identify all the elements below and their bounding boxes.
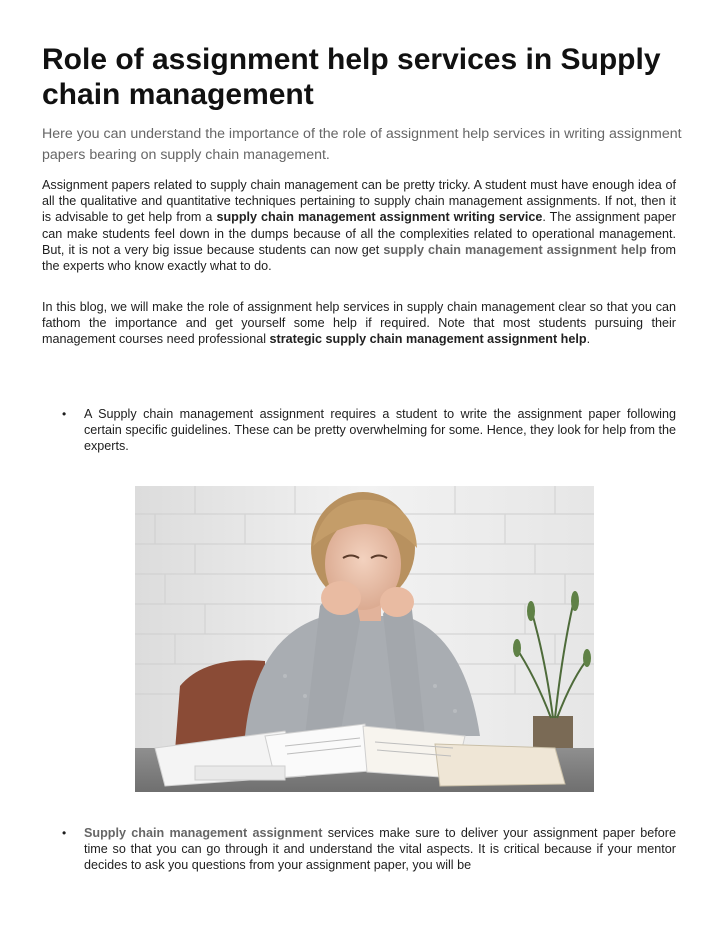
- page-title: Role of assignment help services in Supply chain management: [42, 43, 661, 111]
- bullet-1-text: A Supply chain management assignment requires a student to write the assignment paper following certain specific guidelines. These can be pretty overwhelming for some. Hence, they look for help from the experts.: [84, 407, 676, 454]
- bullet-marker: •: [62, 826, 67, 840]
- subtitle: Here you can understand the importance of the role of assignment help services in writing assignment papers bearing on supply chain management.: [42, 126, 682, 163]
- paragraph-1-text-a: Assignment papers related to supply chain management can be pretty tricky. A student must have enough idea of all the qualitative and quantitative techniques pertaining to supply chain management assignments. If not, then it is advisable to get help from a: [42, 178, 676, 225]
- link-scm-assignment[interactable]: Supply chain management assignment: [84, 826, 323, 840]
- paragraph-2: [42, 299, 676, 348]
- link-assignment-help[interactable]: supply chain management assignment help: [383, 242, 647, 257]
- bold-strategic-help: strategic supply chain management assignment help: [269, 332, 587, 347]
- list-item: [62, 825, 676, 874]
- paragraph-1: [42, 177, 676, 274]
- paragraph-2-text-a: In this blog, we will make the role of assignment help services in supply chain management clear so that you can fathom the importance and get yourself some help if required. Note that most students pursuing their management courses need professional: [42, 300, 676, 347]
- bullet-marker: •: [62, 407, 67, 421]
- bold-writing-service: supply chain management assignment writing service: [216, 210, 543, 225]
- list-item: [62, 406, 676, 455]
- student-stressed-photo: [135, 486, 594, 792]
- paragraph-1-text-b: . The assignment paper can make students feel down in the dumps because of all the complexities related to operational management. But, it is not a very big issue because students can now get: [42, 210, 676, 257]
- paragraph-2-text-b: .: [586, 332, 591, 347]
- paragraph-1-text-c: from the experts who know exactly what to do.: [42, 242, 676, 274]
- bullet-2-text: services make sure to deliver your assignment paper before time so that you can go through it and understand the vital aspects. It is critical because if your mentor decides to ask you questions from your assignment paper, you will be: [84, 826, 676, 873]
- photo-illustration: [135, 486, 594, 792]
